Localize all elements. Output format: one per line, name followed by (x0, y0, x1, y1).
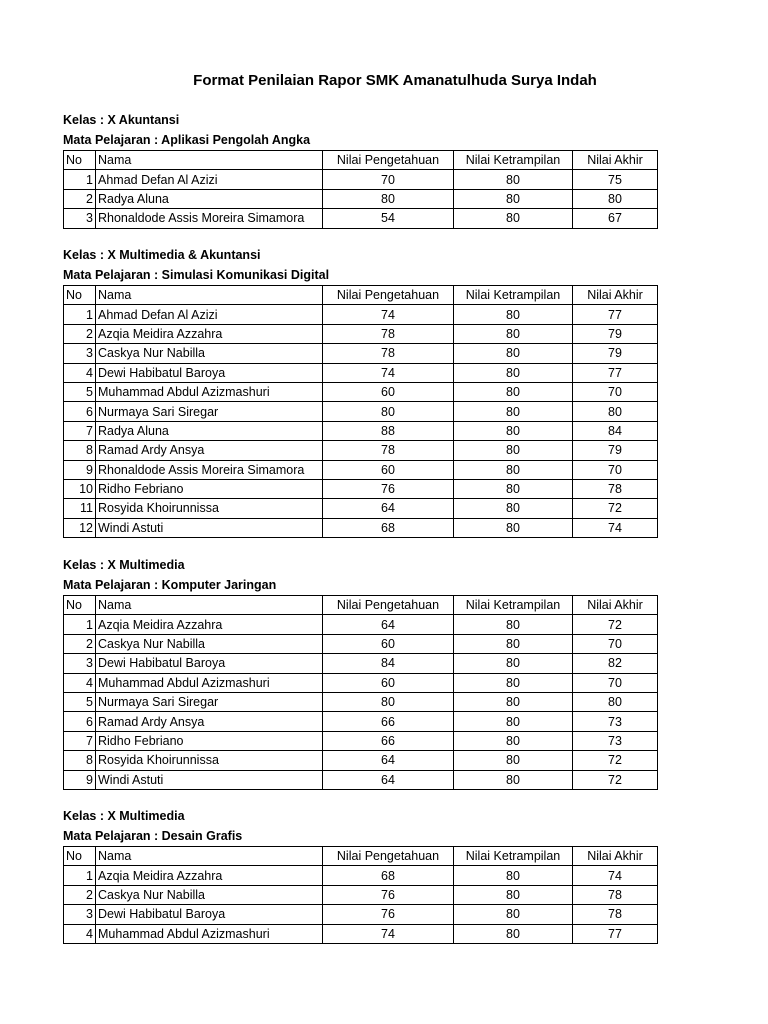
cell-pengetahuan: 68 (323, 518, 454, 537)
table-header-row (64, 151, 658, 170)
cell-no: 6 (64, 712, 96, 731)
cell-no: 12 (64, 518, 96, 537)
cell-no: 7 (64, 421, 96, 440)
section-komputer-jaringan (63, 556, 663, 790)
cell-ketrampilan: 80 (454, 363, 573, 382)
cell-pengetahuan: 76 (323, 905, 454, 924)
cell-ketrampilan: 80 (454, 209, 573, 228)
table-row (64, 924, 658, 943)
cell-no: 2 (64, 189, 96, 208)
cell-nama: Caskya Nur Nabilla (96, 885, 323, 904)
cell-ketrampilan: 80 (454, 654, 573, 673)
cell-ketrampilan: 80 (454, 905, 573, 924)
table-header-row (64, 847, 658, 866)
column-header-ketrampilan: Nilai Ketrampilan (454, 286, 573, 305)
table-row (64, 634, 658, 653)
cell-akhir: 72 (573, 770, 658, 789)
table-row (64, 209, 658, 228)
cell-akhir: 72 (573, 499, 658, 518)
cell-ketrampilan: 80 (454, 441, 573, 460)
cell-ketrampilan: 80 (454, 885, 573, 904)
cell-nama: Radya Aluna (96, 421, 323, 440)
kelas-label: Kelas : X Multimedia (63, 809, 185, 823)
table-row (64, 615, 658, 634)
cell-no: 1 (64, 170, 96, 189)
table-row (64, 692, 658, 711)
cell-akhir: 75 (573, 170, 658, 189)
cell-pengetahuan: 54 (323, 209, 454, 228)
cell-pengetahuan: 68 (323, 866, 454, 885)
cell-nama: Azqia Meidira Azzahra (96, 866, 323, 885)
cell-nama: Ramad Ardy Ansya (96, 712, 323, 731)
cell-akhir: 73 (573, 731, 658, 750)
cell-ketrampilan: 80 (454, 324, 573, 343)
cell-pengetahuan: 70 (323, 170, 454, 189)
cell-ketrampilan: 80 (454, 634, 573, 653)
cell-pengetahuan: 74 (323, 363, 454, 382)
table-row (64, 460, 658, 479)
table-row (64, 382, 658, 401)
cell-no: 9 (64, 770, 96, 789)
column-header-akhir: Nilai Akhir (573, 151, 658, 170)
cell-akhir: 74 (573, 518, 658, 537)
column-header-nama: Nama (96, 596, 323, 615)
cell-akhir: 78 (573, 479, 658, 498)
cell-akhir: 79 (573, 441, 658, 460)
cell-nama: Ridho Febriano (96, 731, 323, 750)
cell-no: 4 (64, 924, 96, 943)
cell-pengetahuan: 60 (323, 673, 454, 692)
cell-no: 6 (64, 402, 96, 421)
cell-pengetahuan: 76 (323, 479, 454, 498)
cell-ketrampilan: 80 (454, 479, 573, 498)
table-row (64, 499, 658, 518)
table-row (64, 731, 658, 750)
grades-table (63, 595, 658, 790)
column-header-pengetahuan: Nilai Pengetahuan (323, 286, 454, 305)
table-row (64, 441, 658, 460)
mata-pelajaran-label: Mata Pelajaran : Desain Grafis (63, 828, 243, 843)
column-header-ketrampilan: Nilai Ketrampilan (454, 596, 573, 615)
cell-nama: Ahmad Defan Al Azizi (96, 170, 323, 189)
column-header-no: No (64, 596, 96, 615)
cell-no: 10 (64, 479, 96, 498)
table-row (64, 421, 658, 440)
cell-akhir: 84 (573, 421, 658, 440)
kelas-label: Kelas : X Akuntansi (63, 113, 180, 127)
cell-akhir: 80 (573, 692, 658, 711)
cell-no: 1 (64, 866, 96, 885)
cell-pengetahuan: 76 (323, 885, 454, 904)
cell-akhir: 80 (573, 189, 658, 208)
cell-ketrampilan: 80 (454, 499, 573, 518)
table-row (64, 673, 658, 692)
cell-pengetahuan: 64 (323, 751, 454, 770)
column-header-akhir: Nilai Akhir (573, 596, 658, 615)
kelas-label: Kelas : X Multimedia & Akuntansi (63, 248, 261, 262)
cell-nama: Rhonaldode Assis Moreira Simamora (96, 209, 323, 228)
cell-nama: Muhammad Abdul Azizmashuri (96, 673, 323, 692)
cell-pengetahuan: 64 (323, 770, 454, 789)
cell-nama: Windi Astuti (96, 770, 323, 789)
grades-table (63, 285, 658, 538)
cell-ketrampilan: 80 (454, 460, 573, 479)
cell-no: 4 (64, 673, 96, 692)
grades-table (63, 150, 658, 229)
cell-akhir: 72 (573, 751, 658, 770)
cell-pengetahuan: 80 (323, 692, 454, 711)
cell-no: 7 (64, 731, 96, 750)
cell-pengetahuan: 60 (323, 634, 454, 653)
section-akuntansi-apa (63, 111, 663, 229)
table-row (64, 866, 658, 885)
cell-nama: Ridho Febriano (96, 479, 323, 498)
cell-pengetahuan: 80 (323, 189, 454, 208)
cell-no: 4 (64, 363, 96, 382)
column-header-no: No (64, 151, 96, 170)
cell-no: 8 (64, 751, 96, 770)
column-header-ketrampilan: Nilai Ketrampilan (454, 847, 573, 866)
cell-ketrampilan: 80 (454, 402, 573, 421)
cell-akhir: 78 (573, 905, 658, 924)
cell-ketrampilan: 80 (454, 382, 573, 401)
table-row (64, 654, 658, 673)
table-row (64, 305, 658, 324)
cell-ketrampilan: 80 (454, 170, 573, 189)
column-header-nama: Nama (96, 286, 323, 305)
table-row (64, 712, 658, 731)
cell-pengetahuan: 64 (323, 615, 454, 634)
column-header-akhir: Nilai Akhir (573, 286, 658, 305)
cell-akhir: 70 (573, 673, 658, 692)
table-row (64, 344, 658, 363)
column-header-pengetahuan: Nilai Pengetahuan (323, 151, 454, 170)
cell-no: 2 (64, 634, 96, 653)
cell-nama: Rosyida Khoirunnissa (96, 499, 323, 518)
cell-akhir: 80 (573, 402, 658, 421)
cell-no: 3 (64, 905, 96, 924)
cell-nama: Azqia Meidira Azzahra (96, 324, 323, 343)
column-header-no: No (64, 847, 96, 866)
cell-akhir: 70 (573, 460, 658, 479)
cell-pengetahuan: 74 (323, 924, 454, 943)
cell-pengetahuan: 66 (323, 712, 454, 731)
cell-akhir: 72 (573, 615, 658, 634)
cell-nama: Rosyida Khoirunnissa (96, 751, 323, 770)
cell-ketrampilan: 80 (454, 751, 573, 770)
cell-ketrampilan: 80 (454, 770, 573, 789)
grades-table (63, 846, 658, 944)
mata-pelajaran-label: Mata Pelajaran : Komputer Jaringan (63, 577, 277, 592)
cell-akhir: 77 (573, 924, 658, 943)
mata-pelajaran-label: Mata Pelajaran : Simulasi Komunikasi Digital (63, 267, 330, 282)
cell-akhir: 70 (573, 634, 658, 653)
table-row (64, 324, 658, 343)
cell-pengetahuan: 66 (323, 731, 454, 750)
cell-nama: Nurmaya Sari Siregar (96, 402, 323, 421)
cell-nama: Ahmad Defan Al Azizi (96, 305, 323, 324)
column-header-pengetahuan: Nilai Pengetahuan (323, 847, 454, 866)
cell-no: 3 (64, 654, 96, 673)
cell-nama: Caskya Nur Nabilla (96, 634, 323, 653)
cell-akhir: 77 (573, 305, 658, 324)
column-header-pengetahuan: Nilai Pengetahuan (323, 596, 454, 615)
cell-akhir: 67 (573, 209, 658, 228)
column-header-nama: Nama (96, 847, 323, 866)
cell-nama: Rhonaldode Assis Moreira Simamora (96, 460, 323, 479)
table-row (64, 770, 658, 789)
cell-no: 3 (64, 209, 96, 228)
cell-ketrampilan: 80 (454, 673, 573, 692)
cell-akhir: 78 (573, 885, 658, 904)
table-row (64, 885, 658, 904)
cell-ketrampilan: 80 (454, 305, 573, 324)
table-row (64, 479, 658, 498)
cell-pengetahuan: 78 (323, 441, 454, 460)
cell-ketrampilan: 80 (454, 421, 573, 440)
cell-no: 1 (64, 615, 96, 634)
cell-nama: Dewi Habibatul Baroya (96, 363, 323, 382)
cell-ketrampilan: 80 (454, 189, 573, 208)
table-row (64, 363, 658, 382)
cell-pengetahuan: 84 (323, 654, 454, 673)
cell-ketrampilan: 80 (454, 731, 573, 750)
column-header-no: No (64, 286, 96, 305)
section-desain-grafis (63, 807, 663, 944)
cell-nama: Muhammad Abdul Azizmashuri (96, 924, 323, 943)
cell-pengetahuan: 74 (323, 305, 454, 324)
cell-ketrampilan: 80 (454, 924, 573, 943)
cell-ketrampilan: 80 (454, 615, 573, 634)
kelas-label: Kelas : X Multimedia (63, 558, 185, 572)
table-row (64, 905, 658, 924)
cell-pengetahuan: 60 (323, 382, 454, 401)
table-header-row (64, 596, 658, 615)
cell-pengetahuan: 64 (323, 499, 454, 518)
column-header-nama: Nama (96, 151, 323, 170)
cell-nama: Caskya Nur Nabilla (96, 344, 323, 363)
cell-no: 8 (64, 441, 96, 460)
cell-ketrampilan: 80 (454, 712, 573, 731)
cell-pengetahuan: 78 (323, 344, 454, 363)
table-header-row (64, 286, 658, 305)
cell-pengetahuan: 60 (323, 460, 454, 479)
table-row (64, 189, 658, 208)
table-row (64, 518, 658, 537)
column-header-akhir: Nilai Akhir (573, 847, 658, 866)
cell-nama: Muhammad Abdul Azizmashuri (96, 382, 323, 401)
cell-no: 9 (64, 460, 96, 479)
cell-akhir: 82 (573, 654, 658, 673)
cell-nama: Ramad Ardy Ansya (96, 441, 323, 460)
cell-akhir: 73 (573, 712, 658, 731)
cell-no: 5 (64, 382, 96, 401)
cell-akhir: 70 (573, 382, 658, 401)
cell-no: 1 (64, 305, 96, 324)
cell-pengetahuan: 80 (323, 402, 454, 421)
cell-akhir: 74 (573, 866, 658, 885)
cell-ketrampilan: 80 (454, 344, 573, 363)
cell-ketrampilan: 80 (454, 518, 573, 537)
cell-no: 5 (64, 692, 96, 711)
cell-ketrampilan: 80 (454, 692, 573, 711)
cell-akhir: 77 (573, 363, 658, 382)
cell-nama: Dewi Habibatul Baroya (96, 905, 323, 924)
cell-akhir: 79 (573, 344, 658, 363)
cell-pengetahuan: 88 (323, 421, 454, 440)
cell-nama: Radya Aluna (96, 189, 323, 208)
cell-nama: Dewi Habibatul Baroya (96, 654, 323, 673)
column-header-ketrampilan: Nilai Ketrampilan (454, 151, 573, 170)
section-simkomdig (63, 246, 663, 538)
cell-no: 11 (64, 499, 96, 518)
cell-pengetahuan: 78 (323, 324, 454, 343)
cell-nama: Nurmaya Sari Siregar (96, 692, 323, 711)
cell-nama: Windi Astuti (96, 518, 323, 537)
cell-no: 2 (64, 885, 96, 904)
cell-nama: Azqia Meidira Azzahra (96, 615, 323, 634)
cell-akhir: 79 (573, 324, 658, 343)
table-row (64, 402, 658, 421)
mata-pelajaran-label: Mata Pelajaran : Aplikasi Pengolah Angka (63, 132, 311, 147)
cell-no: 3 (64, 344, 96, 363)
cell-no: 2 (64, 324, 96, 343)
table-row (64, 170, 658, 189)
table-row (64, 751, 658, 770)
page-title: Format Penilaian Rapor SMK Amanatulhuda Surya Indah (193, 72, 597, 89)
cell-ketrampilan: 80 (454, 866, 573, 885)
